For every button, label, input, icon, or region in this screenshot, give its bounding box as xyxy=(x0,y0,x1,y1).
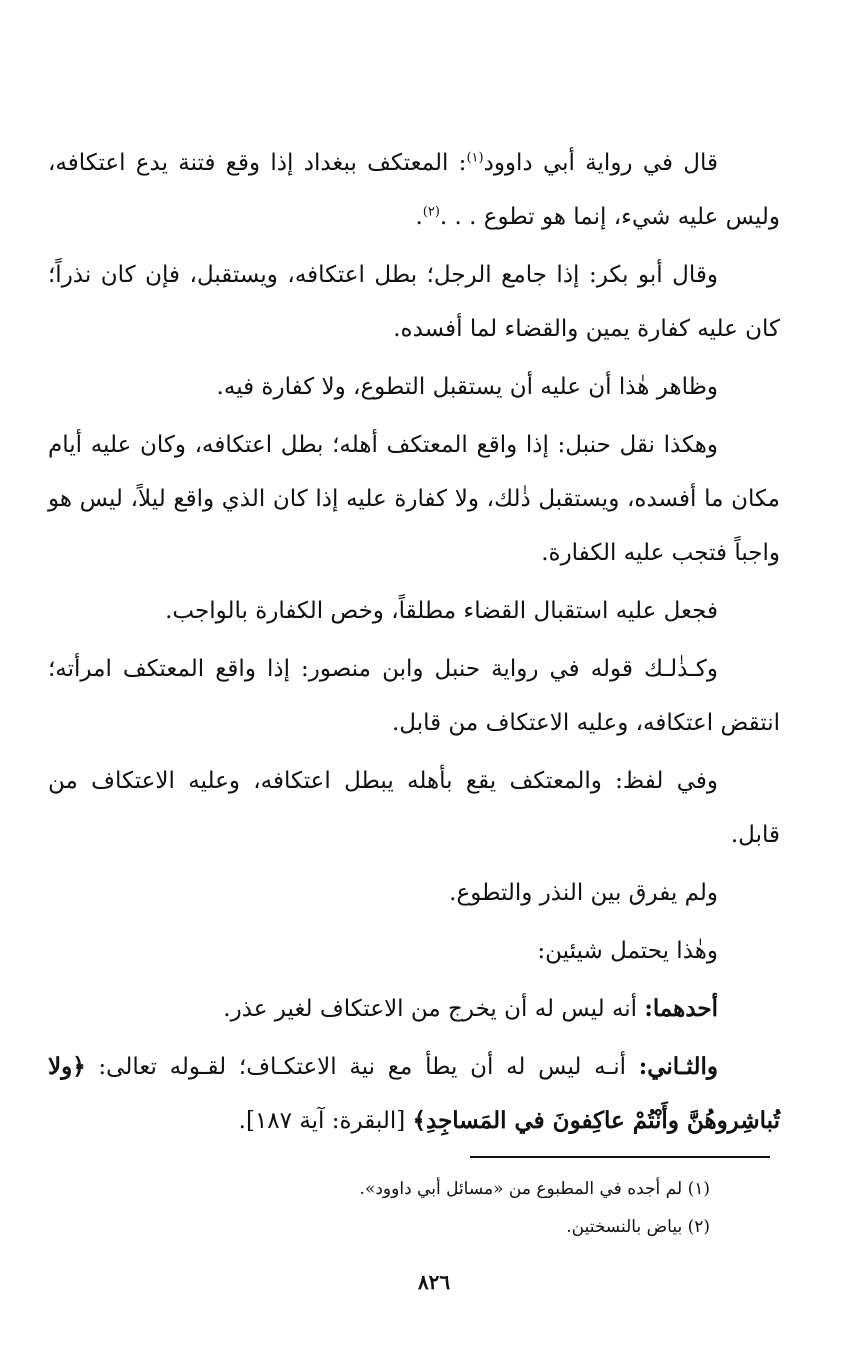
paragraph-lead: أحدهما: xyxy=(644,995,718,1022)
paragraph-wa-kadhalik xyxy=(48,642,780,750)
paragraph-jaal xyxy=(48,584,780,638)
paragraph-text: ولم يفرق بين النذر والتطوع. xyxy=(449,880,718,906)
paragraph-abu-dawud xyxy=(48,136,780,244)
footnote-1: (١) لم أجده في المطبوع من «مسائل أبي داوود». xyxy=(359,1179,710,1199)
paragraph-lead: والثـاني: xyxy=(638,1053,718,1080)
paragraph-text: [البقرة: آية ١٨٧]. xyxy=(238,1108,413,1134)
paragraph-text: أنه ليس له أن يخرج من الاعتكاف لغير عذر. xyxy=(223,996,645,1022)
paragraph-lafz xyxy=(48,754,780,862)
paragraph-text: قال في رواية أبي داوود xyxy=(483,150,718,176)
footnote-divider xyxy=(470,1156,770,1158)
paragraph-text: وفي لفظ: والمعتكف يقع بأهله يبطل اعتكافه، وعليه الاعتكاف من قابل. xyxy=(48,768,780,848)
paragraph-lam-yufarriq xyxy=(48,866,780,920)
footnote-ref-1: (١) xyxy=(466,150,484,166)
quran-verse: ﴿ولا تُباشِروهُنَّ وأَنْتُمْ عاكِفونَ في المَساجِدِ﴾ xyxy=(48,1053,780,1134)
paragraph-hanbal xyxy=(48,418,780,580)
paragraph-text: أنـه ليس له أن يطأ مع نية الاعتكـاف؛ لقـوله تعالى: xyxy=(85,1054,639,1080)
paragraph-text: وكـذٰلـك قوله في رواية حنبل وابن منصور: إذا واقع المعتكف امرأته؛ انتقض اعتكافه، وعليه الاعتكاف من قابل. xyxy=(48,656,780,736)
paragraph-abu-bakr xyxy=(48,248,780,356)
paragraph-text: : المعتكف ببغداد إذا وقع فتنة يدع اعتكافه، وليس عليه شيء، إنما هو تطوع . . . xyxy=(48,150,780,230)
paragraph-text: وظاهر هٰذا أن عليه أن يستقبل التطوع، ولا كفارة فيه. xyxy=(216,374,718,400)
paragraph-yahtamil xyxy=(48,924,780,978)
page-number: ٨٢٦ xyxy=(417,1270,451,1294)
paragraph-second xyxy=(48,1040,780,1148)
main-text xyxy=(48,136,780,1152)
footnote-2: (٢) بياض بالنسختين. xyxy=(566,1217,710,1237)
paragraph-text: فجعل عليه استقبال القضاء مطلقاً، وخص الكفارة بالواجب. xyxy=(165,598,718,624)
footnotes xyxy=(300,1170,710,1246)
paragraph-zahir xyxy=(48,360,780,414)
paragraph-text: وهٰذا يحتمل شيئين: xyxy=(537,938,718,964)
footnote-ref-2: (٢) xyxy=(422,204,440,220)
paragraph-text: وقال أبو بكر: إذا جامع الرجل؛ بطل اعتكافه، ويستقبل، فإن كان نذراً؛ كان عليه كفارة يمين والقضاء لما أفسده. xyxy=(48,262,780,342)
paragraph-text: وهكذا نقل حنبل: إذا واقع المعتكف أهله؛ بطل اعتكافه، وكان عليه أيام مكان ما أفسده، ويستقبل ذٰلك، ولا كفارة عليه إذا كان الذي واقع ليلاً، ليس هو واجباً فتجب عليه الكفارة. xyxy=(48,432,780,566)
paragraph-first xyxy=(48,982,780,1036)
paragraph-text: . xyxy=(415,204,423,230)
